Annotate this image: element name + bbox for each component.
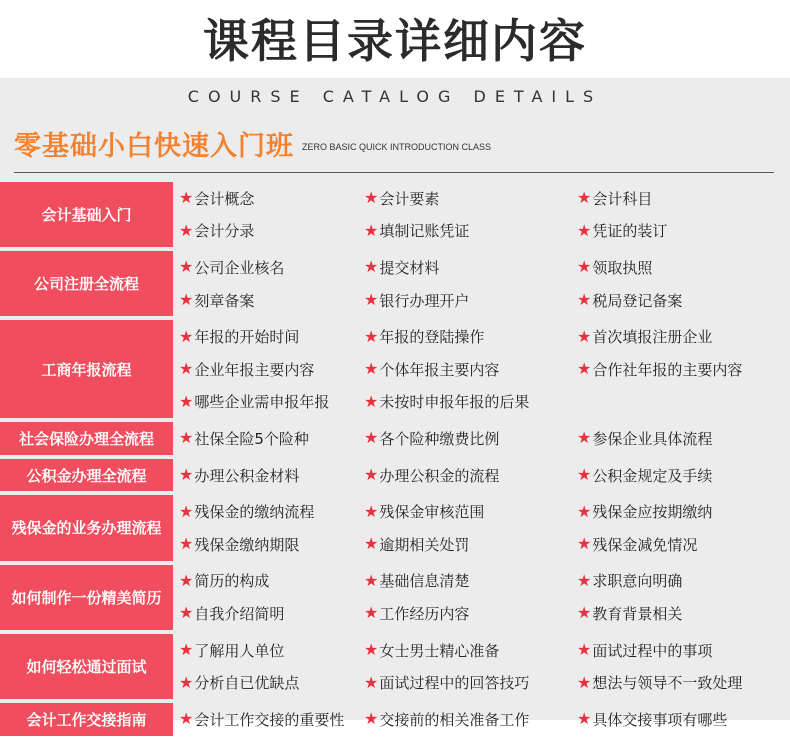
star-icon: ★ bbox=[364, 672, 379, 692]
item-line bbox=[179, 495, 790, 528]
item-text: 参保企业具体流程 bbox=[592, 429, 713, 448]
section-label: 残保金的业务办理流程 bbox=[0, 495, 173, 560]
item-text: 首次填报注册企业 bbox=[592, 328, 713, 347]
list-item bbox=[179, 428, 364, 449]
star-icon: ★ bbox=[577, 359, 592, 379]
star-icon: ★ bbox=[179, 220, 194, 240]
list-item bbox=[179, 570, 364, 591]
item-text: 残保金的缴纳流程 bbox=[194, 503, 315, 522]
star-icon: ★ bbox=[577, 534, 592, 554]
item-text: 教育背景相关 bbox=[592, 604, 683, 623]
list-item bbox=[577, 534, 777, 555]
star-icon: ★ bbox=[364, 257, 379, 277]
item-line bbox=[179, 528, 790, 561]
list-item bbox=[179, 257, 364, 278]
catalog-table bbox=[0, 182, 790, 740]
star-icon: ★ bbox=[577, 188, 592, 208]
list-item bbox=[364, 465, 577, 486]
catalog-row bbox=[0, 320, 790, 418]
item-text: 领取执照 bbox=[592, 258, 653, 277]
section-items bbox=[173, 422, 790, 455]
star-icon: ★ bbox=[179, 640, 194, 660]
list-item bbox=[577, 709, 777, 730]
section-items bbox=[173, 251, 790, 316]
item-text: 会计要素 bbox=[379, 189, 440, 208]
list-item bbox=[577, 257, 777, 278]
item-text: 基础信息清楚 bbox=[379, 572, 470, 591]
list-item bbox=[179, 220, 364, 241]
star-icon: ★ bbox=[179, 326, 194, 346]
item-text: 自我介绍简明 bbox=[194, 604, 285, 623]
item-line bbox=[179, 251, 790, 284]
catalog-row bbox=[0, 251, 790, 316]
item-text: 简历的构成 bbox=[194, 572, 270, 591]
list-item bbox=[577, 465, 777, 486]
star-icon: ★ bbox=[577, 501, 592, 521]
item-text: 面试过程中的事项 bbox=[592, 641, 713, 660]
item-text: 会计分录 bbox=[194, 222, 255, 241]
star-icon: ★ bbox=[179, 290, 194, 310]
list-item bbox=[577, 188, 777, 209]
star-icon: ★ bbox=[179, 603, 194, 623]
item-line bbox=[179, 320, 790, 353]
item-text: 税局登记备案 bbox=[592, 291, 683, 310]
item-line bbox=[179, 459, 790, 492]
item-text: 想法与领导不一致处理 bbox=[592, 674, 743, 693]
section-label: 会计基础入门 bbox=[0, 182, 173, 247]
item-line bbox=[179, 215, 790, 248]
list-item bbox=[364, 672, 577, 693]
item-text: 公积金规定及手续 bbox=[592, 466, 713, 485]
star-icon: ★ bbox=[364, 326, 379, 346]
item-text: 刻章备案 bbox=[194, 291, 255, 310]
star-icon: ★ bbox=[179, 672, 194, 692]
page-title: 课程目录详细内容 bbox=[203, 14, 587, 68]
list-item bbox=[577, 359, 777, 380]
list-item bbox=[364, 257, 577, 278]
list-item bbox=[179, 290, 364, 311]
section-items bbox=[173, 565, 790, 630]
item-text: 残保金应按期缴纳 bbox=[592, 503, 713, 522]
star-icon: ★ bbox=[577, 428, 592, 448]
star-icon: ★ bbox=[179, 359, 194, 379]
item-text: 年报的登陆操作 bbox=[379, 328, 485, 347]
list-item bbox=[364, 428, 577, 449]
catalog-row bbox=[0, 422, 790, 455]
item-text: 具体交接事项有哪些 bbox=[592, 710, 728, 729]
list-item bbox=[364, 359, 577, 380]
star-icon: ★ bbox=[577, 603, 592, 623]
list-item bbox=[179, 465, 364, 486]
item-line bbox=[179, 703, 790, 736]
catalog-row bbox=[0, 565, 790, 630]
section-label: 如何制作一份精美简历 bbox=[0, 565, 173, 630]
list-item bbox=[364, 640, 577, 661]
section-label: 社会保险办理全流程 bbox=[0, 422, 173, 455]
item-text: 提交材料 bbox=[379, 258, 440, 277]
item-line bbox=[179, 353, 790, 386]
star-icon: ★ bbox=[364, 290, 379, 310]
star-icon: ★ bbox=[364, 465, 379, 485]
list-item bbox=[577, 326, 777, 347]
course-header bbox=[14, 124, 491, 162]
star-icon: ★ bbox=[364, 391, 379, 411]
section-label: 工商年报流程 bbox=[0, 320, 173, 418]
catalog-row bbox=[0, 495, 790, 560]
item-text: 女士男士精心准备 bbox=[379, 641, 500, 660]
list-item bbox=[577, 290, 777, 311]
catalog-row bbox=[0, 459, 790, 492]
section-label: 公司注册全流程 bbox=[0, 251, 173, 316]
list-item bbox=[179, 709, 364, 730]
list-item bbox=[179, 640, 364, 661]
star-icon: ★ bbox=[179, 534, 194, 554]
item-line bbox=[179, 565, 790, 598]
list-item bbox=[364, 290, 577, 311]
list-item bbox=[364, 326, 577, 347]
item-text: 求职意向明确 bbox=[592, 572, 683, 591]
section-items bbox=[173, 459, 790, 492]
star-icon: ★ bbox=[364, 428, 379, 448]
item-text: 年报的开始时间 bbox=[194, 328, 300, 347]
section-items bbox=[173, 703, 790, 736]
star-icon: ★ bbox=[577, 326, 592, 346]
section-label: 如何轻松通过面试 bbox=[0, 634, 173, 699]
list-item bbox=[179, 326, 364, 347]
item-text: 社保全险5个险种 bbox=[194, 429, 309, 448]
list-item bbox=[364, 501, 577, 522]
catalog-row bbox=[0, 182, 790, 247]
star-icon: ★ bbox=[577, 257, 592, 277]
item-text: 未按时申报年报的后果 bbox=[379, 393, 530, 412]
item-line bbox=[179, 284, 790, 317]
item-text: 哪些企业需申报年报 bbox=[194, 393, 330, 412]
list-item bbox=[364, 391, 577, 412]
item-text: 面试过程中的回答技巧 bbox=[379, 674, 530, 693]
divider bbox=[14, 172, 774, 173]
list-item bbox=[179, 501, 364, 522]
star-icon: ★ bbox=[179, 257, 194, 277]
item-text: 公司企业核名 bbox=[194, 258, 285, 277]
item-text: 办理公积金材料 bbox=[194, 466, 300, 485]
item-text: 工作经历内容 bbox=[379, 604, 470, 623]
list-item bbox=[179, 359, 364, 380]
star-icon: ★ bbox=[577, 709, 592, 729]
item-text: 企业年报主要内容 bbox=[194, 360, 315, 379]
item-text: 交接前的相关准备工作 bbox=[379, 710, 530, 729]
list-item bbox=[179, 188, 364, 209]
item-text: 办理公积金的流程 bbox=[379, 466, 500, 485]
star-icon: ★ bbox=[364, 640, 379, 660]
item-text: 合作社年报的主要内容 bbox=[592, 360, 743, 379]
list-item bbox=[577, 570, 777, 591]
star-icon: ★ bbox=[179, 465, 194, 485]
item-text: 个体年报主要内容 bbox=[379, 360, 500, 379]
star-icon: ★ bbox=[577, 570, 592, 590]
catalog-row bbox=[0, 703, 790, 736]
star-icon: ★ bbox=[179, 709, 194, 729]
star-icon: ★ bbox=[364, 534, 379, 554]
course-name: 零基础小白快速入门班 bbox=[14, 130, 294, 162]
item-text: 分析自已优缺点 bbox=[194, 674, 300, 693]
item-line bbox=[179, 422, 790, 455]
star-icon: ★ bbox=[364, 188, 379, 208]
section-items bbox=[173, 320, 790, 418]
item-text: 残保金减免情况 bbox=[592, 535, 698, 554]
list-item bbox=[364, 709, 577, 730]
list-item bbox=[577, 672, 777, 693]
star-icon: ★ bbox=[577, 290, 592, 310]
item-text: 各个险种缴费比例 bbox=[379, 429, 500, 448]
item-line bbox=[179, 597, 790, 630]
section-items bbox=[173, 182, 790, 247]
star-icon: ★ bbox=[364, 603, 379, 623]
star-icon: ★ bbox=[179, 501, 194, 521]
list-item bbox=[364, 188, 577, 209]
item-text: 填制记账凭证 bbox=[379, 222, 470, 241]
star-icon: ★ bbox=[179, 188, 194, 208]
list-item bbox=[179, 603, 364, 624]
page-subtitle: COURSE CATALOG DETAILS bbox=[187, 87, 603, 106]
section-items bbox=[173, 495, 790, 560]
list-item bbox=[577, 220, 777, 241]
item-text: 残保金审核范围 bbox=[379, 503, 485, 522]
item-line bbox=[179, 182, 790, 215]
list-item bbox=[577, 603, 777, 624]
course-name-english: ZERO BASIC QUICK INTRODUCTION CLASS bbox=[302, 142, 492, 152]
section-label: 公积金办理全流程 bbox=[0, 459, 173, 492]
item-line bbox=[179, 386, 790, 419]
star-icon: ★ bbox=[364, 220, 379, 240]
star-icon: ★ bbox=[179, 391, 194, 411]
star-icon: ★ bbox=[364, 359, 379, 379]
item-text: 会计概念 bbox=[194, 189, 255, 208]
list-item bbox=[179, 672, 364, 693]
list-item bbox=[577, 428, 777, 449]
item-text: 逾期相关处罚 bbox=[379, 535, 470, 554]
star-icon: ★ bbox=[179, 428, 194, 448]
item-text: 会计科目 bbox=[592, 189, 653, 208]
list-item bbox=[577, 501, 777, 522]
section-items bbox=[173, 634, 790, 699]
item-text: 残保金缴纳期限 bbox=[194, 535, 300, 554]
section-label: 会计工作交接指南 bbox=[0, 703, 173, 736]
item-text: 凭证的装订 bbox=[592, 222, 668, 241]
star-icon: ★ bbox=[179, 570, 194, 590]
item-line bbox=[179, 666, 790, 699]
list-item bbox=[364, 570, 577, 591]
star-icon: ★ bbox=[577, 640, 592, 660]
item-text: 会计工作交接的重要性 bbox=[194, 710, 345, 729]
star-icon: ★ bbox=[364, 501, 379, 521]
list-item bbox=[179, 391, 364, 412]
item-text: 了解用人单位 bbox=[194, 641, 285, 660]
star-icon: ★ bbox=[577, 220, 592, 240]
list-item bbox=[577, 640, 777, 661]
star-icon: ★ bbox=[364, 709, 379, 729]
list-item bbox=[179, 534, 364, 555]
star-icon: ★ bbox=[577, 465, 592, 485]
list-item bbox=[364, 603, 577, 624]
star-icon: ★ bbox=[577, 672, 592, 692]
list-item bbox=[364, 534, 577, 555]
item-line bbox=[179, 634, 790, 667]
list-item bbox=[364, 220, 577, 241]
item-text: 银行办理开户 bbox=[379, 291, 470, 310]
star-icon: ★ bbox=[364, 570, 379, 590]
catalog-row bbox=[0, 634, 790, 699]
